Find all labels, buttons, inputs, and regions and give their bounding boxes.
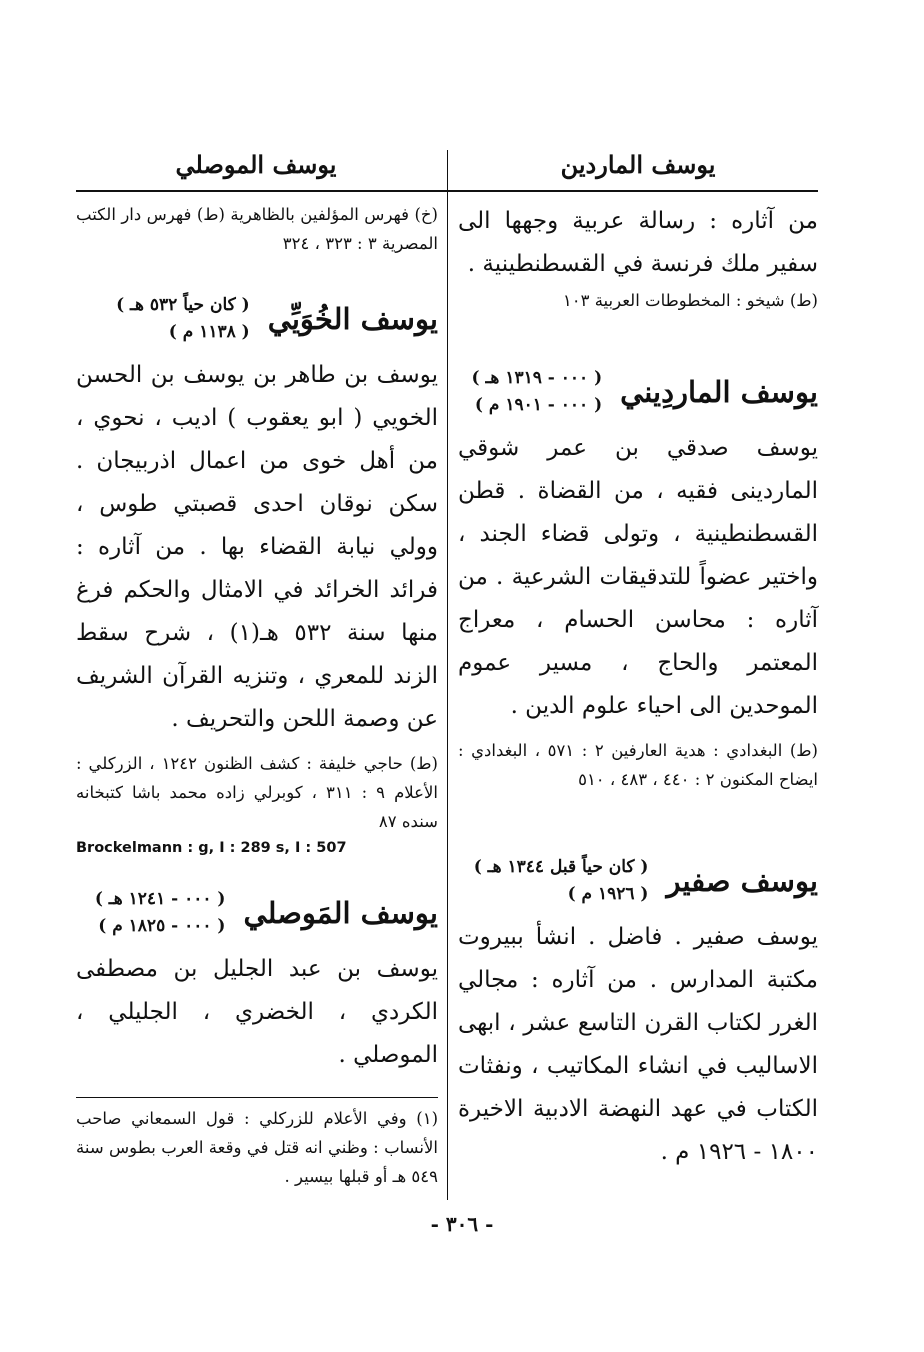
dates-gregorian: ( ٠٠٠ - ١٩٠١ م ): [474, 395, 603, 415]
entry-dates-safir: [474, 854, 649, 908]
entry-name-mardini: يوسف الماردِيني: [620, 375, 818, 409]
entry-name-mosuli: يوسف المَوصلي: [243, 896, 438, 930]
footnote: (١) وفي الأعلام للزركلي : قول السمعاني صاحب الأنساب : وظني انه قتل في وقعة العرب بطوس سنة ٥٤٩ هـ أو قبلها بيسير .: [76, 1109, 438, 1186]
right-intro-source: (ط) شيخو : المخطوطات العربية ١٠٣: [562, 291, 818, 310]
dates-hijri: ( كان حياً ٥٣٢ هـ ): [116, 295, 250, 315]
entry-name-khuwayyi: يوسف الخُوَيِّي: [267, 302, 438, 336]
right-intro-body: من آثاره : رسالة عربية وجهها الى سفير ملك فرنسة في القسطنطينية .: [458, 208, 818, 277]
dates-gregorian: ( ١٩٢٦ م ): [567, 884, 649, 904]
entry-header-safir: [458, 854, 818, 908]
entry-name-safir: يوسف صفير: [666, 864, 818, 898]
entry-source-mardini: (ط) البغدادي : هدية العارفين ٢ : ٥٧١ ، البغدادي : ايضاح المكنون ٢ : ٤٤٠ ، ٤٨٣ ، ٥١٠: [458, 741, 818, 789]
entry-header-khuwayyi: [76, 292, 438, 346]
entry-dates-khuwayyi: [116, 292, 250, 346]
running-head-right: يوسف الماردين: [560, 150, 716, 179]
dates-hijri: ( ٠٠٠ - ١٣١٩ هـ ): [471, 368, 603, 388]
entry-source-khuwayyi: (ط) حاجي خليفة : كشف الظنون ١٢٤٢ ، الزركلي : الأعلام ٩ : ٣١١ ، كوبرلي زاده محمد باشا كتبخانه سنده ٨٧: [76, 754, 438, 831]
page-number: - ٣٠٦ -: [430, 1212, 494, 1236]
dates-gregorian: ( ١١٣٨ م ): [168, 322, 250, 342]
entry-dates-mosuli: [95, 886, 226, 940]
latin-reference: Brockelmann : g, I : 289 s, I : 507: [76, 840, 347, 856]
entry-body-khuwayyi: يوسف بن طاهر بن يوسف بن الحسن الخويي ( ابو يعقوب ) اديب ، نحوي ، من أهل خوى من اعمال اذربيجان . سكن نوقان احدى قصبتي طوس ، وولي نيابة القضاء بها . من آثاره : فرائد الخرائد في الامثال والحكم فرغ منها سنة ٥٣٢ هـ(١) ، شرح سقط الزند للمعري ، وتنزيه القرآن الشريف عن وصمة اللحن والتحريف .: [76, 362, 438, 732]
entry-dates-mardini: [471, 365, 602, 419]
dates-hijri: ( ٠٠٠ - ١٢٤١ هـ ): [94, 889, 226, 909]
column-divider: [447, 150, 448, 1200]
dates-gregorian: ( ٠٠٠ - ١٨٢٥ م ): [98, 916, 226, 936]
right-column: [458, 200, 818, 1174]
entry-body-mardini: يوسف صدقي بن عمر شوقي الماردينى فقيه ، من القضاة . قطن القسطنطينية ، وتولى قضاء الجند ، واختير عضواً للتدقيقات الشرعية . من آثاره : محاسن الحسام ، معراج المعتمر والحاج ، مسير عموم الموحدين الى احياء علوم الدين .: [458, 435, 818, 719]
left-intro-source: (خ) فهرس المؤلفين بالظاهرية (ط) فهرس دار الكتب المصرية ٣ : ٣٢٣ ، ٣٢٤: [76, 205, 438, 253]
entry-header-mosuli: [76, 886, 438, 940]
entry-header-mardini: [458, 365, 818, 419]
entry-body-mosuli: يوسف بن عبد الجليل بن مصطفى الكردي ، الخضري ، الجليلي ، الموصلي .: [76, 956, 438, 1068]
running-head-left: يوسف الموصلي: [175, 150, 337, 179]
footnote-rule: [76, 1097, 438, 1098]
left-column: [76, 200, 438, 1077]
dates-hijri: ( كان حياً قبل ١٣٤٤ هـ ): [473, 857, 649, 877]
entry-body-safir: يوسف صفير . فاضل . انشأ ببيروت مكتبة المدارس . من آثاره : مجالي الغرر لكتاب القرن التاسع عشر ، ابهى الاساليب في انشاء المكاتيب ، ونفثات الكتاب في عهد النهضة الادبية الاخيرة ١٨٠٠ - ١٩٢٦ م .: [458, 924, 818, 1165]
